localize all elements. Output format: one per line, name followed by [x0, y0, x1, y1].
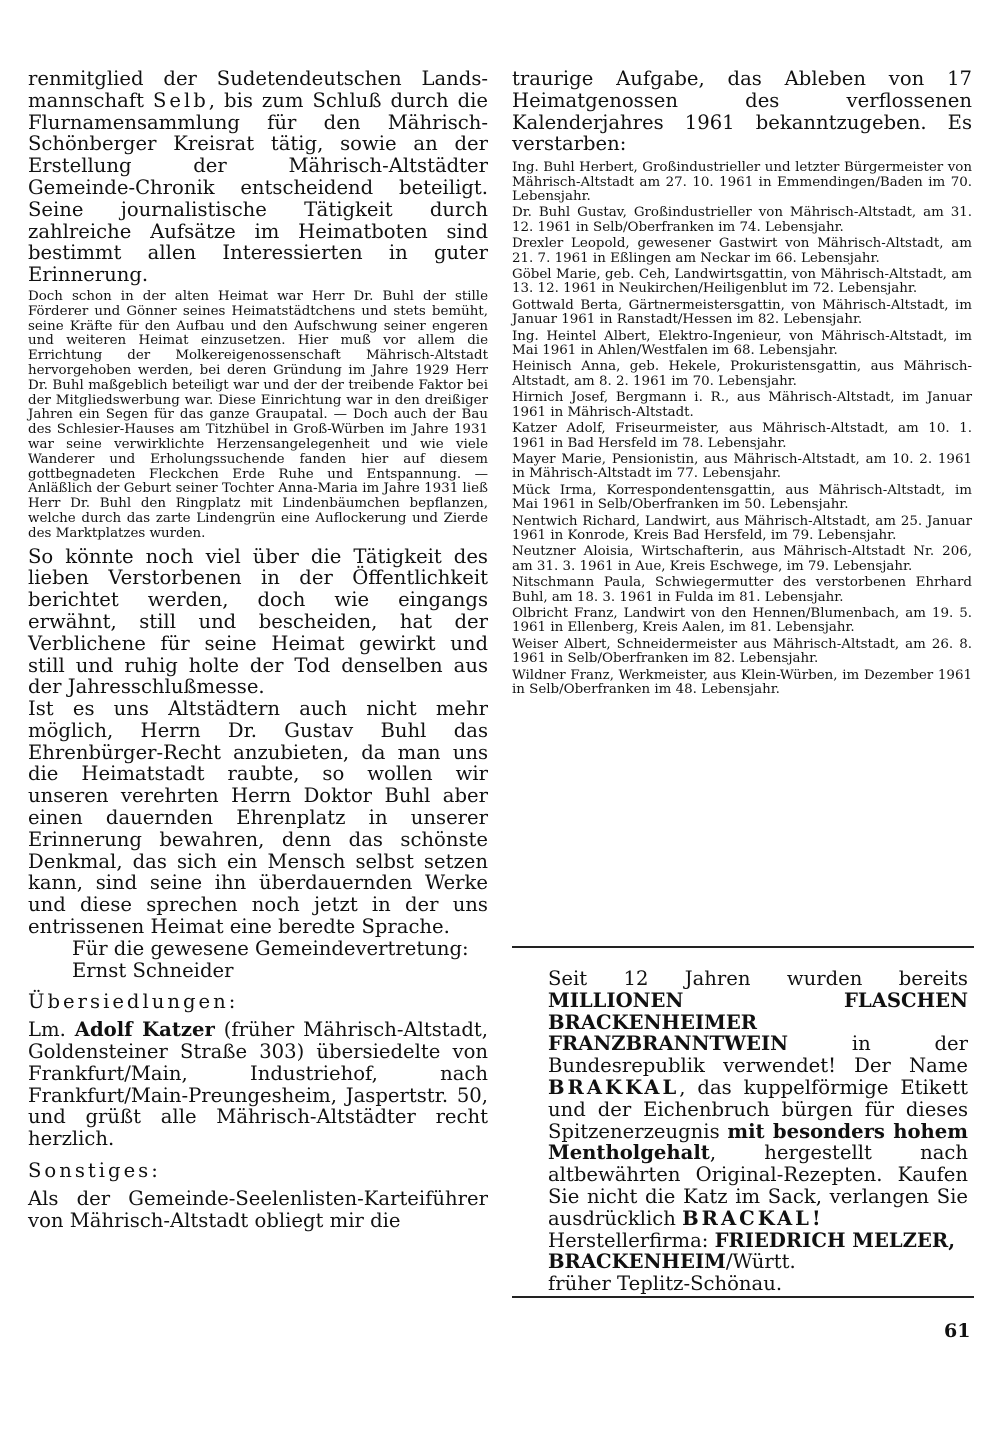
- ad-menthol: mit besonders hohem Mentholgehalt: [548, 1119, 968, 1165]
- paragraph-ehrenplatz: Ist es uns Altstädtern auch nicht mehr möglich, Herrn Dr. Gustav Buhl das Ehrenbürger-Recht anzubieten, da man uns die Heimatstadt raubte, so wollen wir unseren verehrten Herrn Doktor Buhl aber einen dauernden Ehrenplatz in unserer Erinnerung bewahren, denn das schönste Denkmal, das sich ein Mensch selbst setzen kann, sind seine ihn überdauernden Werke und diese sprechen noch jetzt in der uns entrissenen Heimat eine beredte Sprache.: [28, 697, 488, 939]
- katzer-prefix: Lm.: [28, 1018, 75, 1042]
- left-column: [28, 68, 488, 1231]
- heading-sonstiges: Sonstiges:: [28, 1159, 161, 1183]
- list-item: Ing. Heintel Albert, Elektro-Ingenieur, von Mährisch-Altstadt, im Mai 1961 in Ahlen/Westfalen im 68. Lebensjahr.: [512, 328, 972, 359]
- paragraph-heimat: Doch schon in der alten Heimat war Herr Dr. Buhl der stille Förderer und Gönner seines Heimatstädtchens und stets bemüht, seine Kräfte für den Aufbau und den Aufschwung seiner engeren und weiteren Heimat einzusetzen. Hier muß vor allem die Errichtung der Molkereigenossenschaft Mährisch-Altstadt hervorgehoben werden, bei deren Gründung im Jahre 1929 Herr Dr. Buhl maßgeblich beteiligt war und der der treibende Faktor bei der Mitgliedswerbung war. Diese Einrichtung war in den dreißiger Jahren ein Segen für das ganze Graupatal. — Doch auch der Bau des Schlesier-Hauses am Titzhübel in Groß-Würben im Jahre 1931 war seine verwirklichte Herzensangelegenheit und wie viele Wanderer und Erholungssuchende fanden hier auf diesem gottbegnadeten Fleckchen Erde Ruhe und Entspannung. — Anläßlich der Geburt seiner Tochter Anna-Maria im Jahre 1931 ließ Herr Dr. Buhl den Ringplatz mit Lindenbäumchen bepflanzen, welche durch das zarte Lindengrün eine Auflockerung und Zierde des Marktplatzes wurden.: [28, 288, 488, 541]
- katzer-name: Adolf Katzer: [74, 1018, 215, 1042]
- list-item: Mayer Marie, Pensionistin, aus Mährisch-Altstadt, am 10. 2. 1961 in Mährisch-Altstadt im 77. Lebensjahr.: [512, 451, 972, 482]
- paragraph-karteifuehrer: Als der Gemeinde-Seelenlisten-Karteiführer von Mährisch-Altstadt obliegt mir die: [28, 1186, 488, 1232]
- signature-line-1: Für die gewesene Gemeindevertretung:: [72, 936, 469, 960]
- list-item: Gottwald Berta, Gärtnermeistersgattin, von Mährisch-Altstadt, im Januar 1961 in Ranstadt/Hessen im 82. Lebensjahr.: [512, 297, 972, 328]
- intro-start: renmitglied der Sudetendeutschen Lands-: [28, 67, 488, 90]
- ad-text-1: Seit 12 Jahren wurden bereits: [548, 967, 968, 990]
- ad-text: [548, 968, 968, 1230]
- heading-uebersiedlungen: Übersiedlungen:: [28, 990, 239, 1014]
- advertisement: [548, 968, 968, 1295]
- list-item: Katzer Adolf, Friseurmeister, aus Mährisch-Altstadt, am 10. 1. 1961 in Bad Hersfeld im 78. Lebensjahr.: [512, 421, 972, 451]
- list-item: Weiser Albert, Schneidermeister aus Mährisch-Altstadt, am 26. 8. 1961 in Selb/Oberfranken im 82. Lebensjahr.: [512, 636, 972, 667]
- paragraph-intro: [28, 68, 488, 286]
- ad-product: MILLIONEN FLASCHEN BRACKENHEIMER FRANZBRANNTWEIN: [548, 988, 968, 1056]
- ad-text-3: , das kuppelförmige Etikett und der Eichenbruch bürgen für dieses Spitzenerzeugnis: [548, 1075, 968, 1143]
- list-item: Göbel Marie, geb. Ceh, Landwirtsgattin, von Mährisch-Altstadt, am 13. 12. 1961 in Neukirchen/Heiligenblut im 72. Lebensjahr.: [512, 267, 972, 297]
- katzer-text: (früher Mährisch-Altstadt, Goldensteiner Straße 303) übersiedelte von Frankfurt/Main, Industriehof, nach Frankfurt/Main-Preungesheim, Jaspertstr. 50, und grüßt alle Mährisch-Altstädter recht herzlich.: [28, 1018, 488, 1151]
- list-item: Nentwich Richard, Landwirt, aus Mährisch-Altstadt, am 25. Januar 1961 in Konrode, Kreis Bad Hersfeld, im 79. Lebensjahr.: [512, 513, 972, 543]
- intro-mannschaft: mannschaft: [28, 88, 153, 112]
- ad-manufacturer-label: Herstellerfirma:: [548, 1228, 715, 1252]
- list-item: Olbricht Franz, Landwirt von den Hennen/Blumenbach, am 19. 5. 1961 in Ellenberg, Kreis Aalen, im 81. Lebensjahr.: [512, 605, 972, 636]
- ad-text-2: in der Bundesrepublik verwendet! Der Name: [548, 1032, 968, 1078]
- list-item: Dr. Buhl Gustav, Großindustrieller von Mährisch-Altstadt, am 31. 12. 1961 in Selb/Oberfranken im 74. Lebensjahr.: [512, 205, 972, 235]
- list-item: Drexler Leopold, gewesener Gastwirt von Mährisch-Altstadt, am 21. 7. 1961 in Eßlingen am Neckar im 66. Lebensjahr.: [512, 236, 972, 266]
- intro-selb: Selb: [152, 88, 209, 112]
- divider-top: [512, 946, 974, 948]
- right-column: [512, 68, 972, 699]
- list-item: Mück Irma, Korrespondentensgattin, aus Mährisch-Altstadt, im Mai 1961 in Selb/Oberfranken im 50. Lebensjahr.: [512, 482, 972, 513]
- ad-manufacturer-state: /Württ.: [725, 1250, 796, 1274]
- paragraph-katzer: [28, 1019, 488, 1150]
- page-number: 61: [944, 1320, 971, 1342]
- list-item: Wildner Franz, Werkmeister, aus Klein-Würben, im Dezember 1961 in Selb/Oberfranken im 48. Lebensjahr.: [512, 667, 972, 697]
- deaths-intro: traurige Aufgabe, das Ableben von 17 Heimatgenossen des verflossenen Kalenderjahres 1961 bekanntzugeben. Es verstarben:: [512, 67, 972, 156]
- list-item: Hirnich Josef, Bergmann i. R., aus Mährisch-Altstadt, im Januar 1961 in Mährisch-Altstadt.: [512, 390, 972, 420]
- ad-manufacturer-name: FRIEDRICH MELZER, BRACKENHEIM: [548, 1228, 956, 1274]
- list-item: Nitschmann Paula, Schwiegermutter des verstorbenen Ehrhard Buhl, am 18. 3. 1961 in Fulda im 81. Lebensjahr.: [512, 575, 972, 605]
- ad-manufacturer: [548, 1230, 968, 1274]
- death-notices-list: [512, 161, 972, 697]
- list-item: Heinisch Anna, geb. Hekele, Prokuristensgattin, aus Mährisch-Altstadt, am 8. 2. 1961 im 70. Lebensjahr.: [512, 359, 972, 389]
- signature-line-2: Ernst Schneider: [72, 958, 234, 982]
- divider-bottom: [512, 1296, 974, 1298]
- ad-brand-2: BRACKAL!: [682, 1206, 824, 1230]
- ad-former-location: früher Teplitz-Schönau.: [548, 1272, 783, 1296]
- paragraph-verstorbenen: So könnte noch viel über die Tätigkeit des lieben Verstorbenen in der Öffentlichkeit berichtet werden, doch wie eingangs erwähnt, still und bescheiden, hat der Verblichene für seine Heimat gewirkt und still und ruhig holte der Tod denselben aus der Jahresschlußmesse.: [28, 544, 488, 699]
- list-item: Ing. Buhl Herbert, Großindustrieller und letzter Bürgermeister von Mährisch-Altstadt am 27. 10. 1961 in Emmendingen/Baden im 70. Lebensjahr.: [512, 160, 972, 204]
- ad-brand: BRAKKAL: [548, 1075, 680, 1099]
- list-item: Neutzner Aloisia, Wirtschafterin, aus Mährisch-Altstadt Nr. 206, am 31. 3. 1961 in Aue, Kreis Eschwege, im 79. Lebensjahr.: [512, 544, 972, 574]
- intro-rest: , bis zum Schluß durch die Flurnamensammlung für den Mährisch-Schönberger Kreisrat tätig, sowie an der Erstellung der Mährisch-Altstädter Gemeinde-Chronik entscheidend beteiligt. Seine journalistische Tätigkeit durch zahlreiche Aufsätze im Heimatboten sind bestimmt allen Interessierten in guter Erinnerung.: [28, 88, 488, 287]
- ad-text-4: , hergestellt nach altbewährten Original-Rezepten. Kaufen Sie nicht die Katz im Sack, verlangen Sie ausdrücklich: [548, 1141, 968, 1230]
